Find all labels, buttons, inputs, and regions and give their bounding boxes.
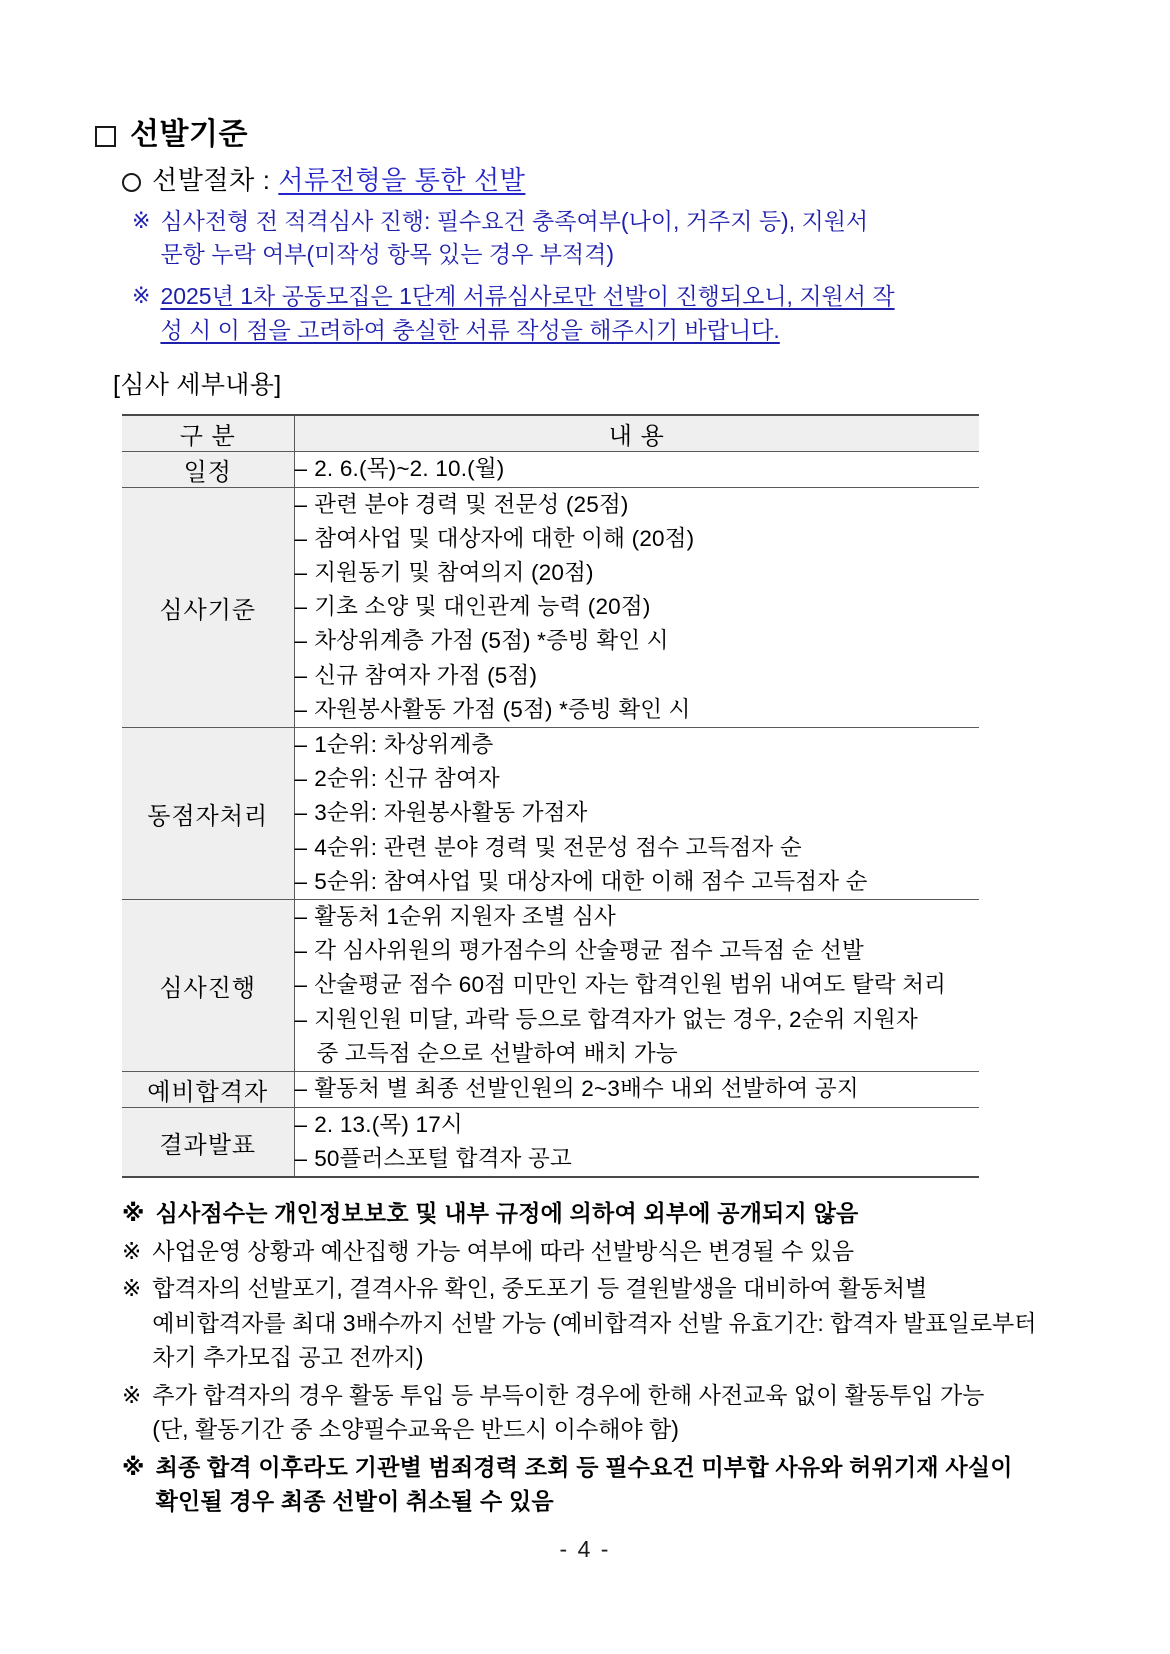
table-cell-category: 결과발표 (122, 1107, 294, 1177)
dash-bullet-icon: – (294, 732, 308, 757)
table-list-item-text: 2순위: 신규 참여자 (314, 766, 500, 792)
note-body (160, 280, 1070, 348)
dash-bullet-icon: – (294, 1111, 308, 1137)
footnote-line: 추가 합격자의 경우 활동 투입 등 부득이한 경우에 한해 사전교육 없이 활동투입 가능 (152, 1381, 985, 1408)
subsection-highlight: 서류전형을 통한 선발 (278, 164, 526, 195)
footnote-body (152, 1271, 1070, 1375)
table-list-item-text: 각 심사위원의 평가점수의 산술평균 점수 고득점 순 선발 (314, 938, 864, 964)
note-body (160, 205, 1070, 273)
table-list-item (295, 1072, 980, 1106)
table-list-item-text: 활동처 1순위 지원자 조별 심사 (314, 903, 616, 929)
table-list-item (295, 556, 980, 590)
table-row (122, 1107, 979, 1177)
table-list-item (295, 693, 980, 727)
table-list-item-text: 기초 소양 및 대인관계 능력 (20점) (314, 594, 651, 620)
reference-mark-icon: ※ (122, 1275, 142, 1302)
footnote-item (122, 1378, 1070, 1447)
table-list-item-continuation: 중 고득점 순으로 선발하여 배치 가능 (316, 1040, 678, 1066)
subsection-prefix: 선발절차 : (152, 164, 279, 195)
table-list-item-text: 지원동기 및 참여의지 (20점) (314, 560, 594, 586)
table-list-item (295, 762, 980, 796)
table-list-item (295, 1108, 980, 1142)
footnote-item (122, 1234, 1070, 1269)
table-cell-category: 예비합격자 (122, 1071, 294, 1107)
note-item (132, 205, 1070, 273)
note-line: 2025년 1차 공동모집은 1단계 서류심사로만 선발이 진행되오니, 지원서 작 (160, 283, 895, 310)
footnote-line: (단, 활동기간 중 소양필수교육은 반드시 이수해야 함) (152, 1416, 679, 1443)
table-list-item (295, 624, 980, 658)
table-list-item (295, 831, 980, 865)
dash-bullet-icon: – (294, 525, 308, 551)
footnote-body (152, 1234, 1070, 1269)
dash-bullet-icon: – (294, 560, 308, 586)
dash-bullet-icon: – (294, 491, 308, 517)
table-list-item-text: 5순위: 참여사업 및 대상자에 대한 이해 점수 고득점자 순 (314, 868, 868, 894)
footnote-item (122, 1271, 1070, 1375)
subsection-text (152, 160, 525, 197)
subsection-heading (122, 160, 1070, 197)
table-list-item (295, 452, 980, 486)
detail-table (122, 414, 979, 1179)
dash-bullet-icon: – (294, 1146, 308, 1172)
dash-bullet-icon: – (294, 696, 308, 722)
dash-bullet-icon: – (294, 972, 308, 998)
footnote-body (156, 1450, 1070, 1519)
table-header-row (122, 415, 979, 452)
table-cell-content (294, 728, 979, 900)
table-list-item-text: 1순위: 차상위계층 (314, 732, 494, 757)
footnote-line: 차기 추가모집 공고 전까지) (152, 1344, 424, 1371)
dash-bullet-icon: – (294, 868, 308, 894)
dash-bullet-icon: – (294, 628, 308, 654)
footnote-list (122, 1196, 1070, 1519)
table-list-item-text: 자원봉사활동 가점 (5점) *증빙 확인 시 (314, 696, 691, 722)
column-header-category: 구 분 (122, 415, 294, 452)
table-cell-category: 동점자처리 (122, 728, 294, 900)
table-list-item (295, 796, 980, 830)
dash-bullet-icon: – (294, 903, 308, 929)
table-list-item-text: 참여사업 및 대상자에 대한 이해 (20점) (314, 525, 695, 551)
footnote-body (152, 1378, 1070, 1447)
table-list-item (295, 659, 980, 693)
dash-bullet-icon: – (294, 456, 308, 482)
table-list-item (295, 590, 980, 624)
circle-bullet-icon (122, 173, 141, 192)
dash-bullet-icon: – (294, 834, 308, 860)
table-list-item (295, 522, 980, 556)
table-list-item (295, 865, 980, 899)
footnote-line: 최종 합격 이후라도 기관별 범죄경력 조회 등 필수요건 미부합 사유와 허위기재 사실이 (155, 1453, 1013, 1480)
table-list-item-text: 활동처 별 최종 선발인원의 2~3배수 내외 선발하여 공지 (314, 1076, 859, 1102)
footnote-line: 예비합격자를 최대 3배수까지 선발 가능 (예비합격자 선발 유효기간: 합격자 발표일로부터 (152, 1309, 1037, 1336)
table-list-item (295, 900, 980, 934)
table-cell-content (294, 1107, 979, 1177)
table-list-item (295, 1142, 980, 1176)
note-line: 성 시 이 점을 고려하여 충실한 서류 작성을 해주시기 바랍니다. (160, 316, 780, 343)
table-cell-content (294, 451, 979, 487)
table-cell-category: 심사진행 (122, 899, 294, 1071)
table-list-item-text: 관련 분야 경력 및 전문성 (25점) (314, 491, 629, 517)
reference-mark-icon: ※ (122, 1453, 145, 1480)
table-row (122, 899, 979, 1071)
note-line: 문항 누락 여부(미작성 항목 있는 경우 부적격) (160, 241, 615, 268)
footnote-line: 합격자의 선발포기, 결격사유 확인, 중도포기 등 결원발생을 대비하여 활동처별 (152, 1275, 928, 1302)
table-list-item-text: 신규 참여자 가점 (5점) (314, 662, 538, 688)
footnote-line: 심사점수는 개인정보보호 및 내부 규정에 의하여 외부에 공개되지 않음 (155, 1200, 859, 1227)
table-list-item (295, 968, 980, 1002)
footnote-item (122, 1196, 1070, 1231)
dash-bullet-icon: – (294, 938, 308, 964)
table-list-item-text: 2. 6.(목)~2. 10.(월) (314, 456, 505, 482)
table-row (122, 451, 979, 487)
table-list-item-text: 4순위: 관련 분야 경력 및 전문성 점수 고득점자 순 (314, 834, 802, 860)
table-row (122, 1071, 979, 1107)
note-item (132, 280, 1070, 348)
table-caption: [심사 세부내용] (113, 370, 282, 399)
table-list-item-text: 3순위: 자원봉사활동 가점자 (314, 800, 588, 826)
dash-bullet-icon: – (294, 1006, 308, 1032)
table-list-item-text: 차상위계층 가점 (5점) *증빙 확인 시 (314, 628, 669, 654)
footnote-item (122, 1450, 1070, 1519)
dash-bullet-icon: – (294, 1076, 308, 1102)
page-number: - 4 - (559, 1536, 611, 1562)
table-list-item-text: 50플러스포털 합격자 공고 (314, 1146, 572, 1172)
table-cell-content (294, 487, 979, 727)
footnote-line: 확인될 경우 최종 선발이 취소될 수 있음 (155, 1488, 554, 1515)
page-title: 선발기준 (130, 118, 248, 151)
section-heading (95, 118, 1070, 153)
footnote-body (156, 1196, 1070, 1231)
column-header-content: 내 용 (294, 415, 979, 452)
table-list-item-text: 산술평균 점수 60점 미만인 자는 합격인원 범위 내여도 탈락 처리 (314, 972, 947, 998)
table-list-item (295, 1003, 980, 1037)
table-row (122, 487, 979, 727)
table-body (122, 451, 979, 1177)
table-cell-content (294, 899, 979, 1071)
reference-mark-icon: ※ (122, 1381, 142, 1408)
table-cell-category: 일정 (122, 451, 294, 487)
detail-table-wrapper (122, 414, 979, 1179)
note-line-text: 심사전형 전 적격심사 진행: 필수요건 충족여부(나이, 거주지 등), 지원서 (160, 207, 869, 234)
reference-mark-icon: ※ (122, 1237, 142, 1264)
table-list-item-text: 2. 13.(목) 17시 (314, 1111, 463, 1137)
table-list-item (295, 488, 980, 522)
table-list-item (295, 934, 980, 968)
dash-bullet-icon: – (294, 800, 308, 826)
footnote-line: 사업운영 상황과 예산집행 가능 여부에 따라 선발방식은 변경될 수 있음 (152, 1237, 855, 1264)
dash-bullet-icon: – (294, 662, 308, 688)
table-cell-category: 심사기준 (122, 487, 294, 727)
dash-bullet-icon: – (294, 594, 308, 620)
reference-mark-icon: ※ (132, 207, 151, 233)
table-cell-content (294, 1071, 979, 1107)
table-row (122, 728, 979, 900)
note-line (160, 205, 1070, 239)
note-list (95, 205, 1070, 348)
table-list-item (295, 728, 980, 762)
table-list-item-text: 지원인원 미달, 과락 등으로 합격자가 없는 경우, 2순위 지원자 (314, 1006, 918, 1032)
reference-mark-icon: ※ (132, 283, 151, 309)
square-bullet-icon (95, 126, 116, 147)
dash-bullet-icon: – (294, 766, 308, 792)
reference-mark-icon: ※ (122, 1200, 145, 1227)
